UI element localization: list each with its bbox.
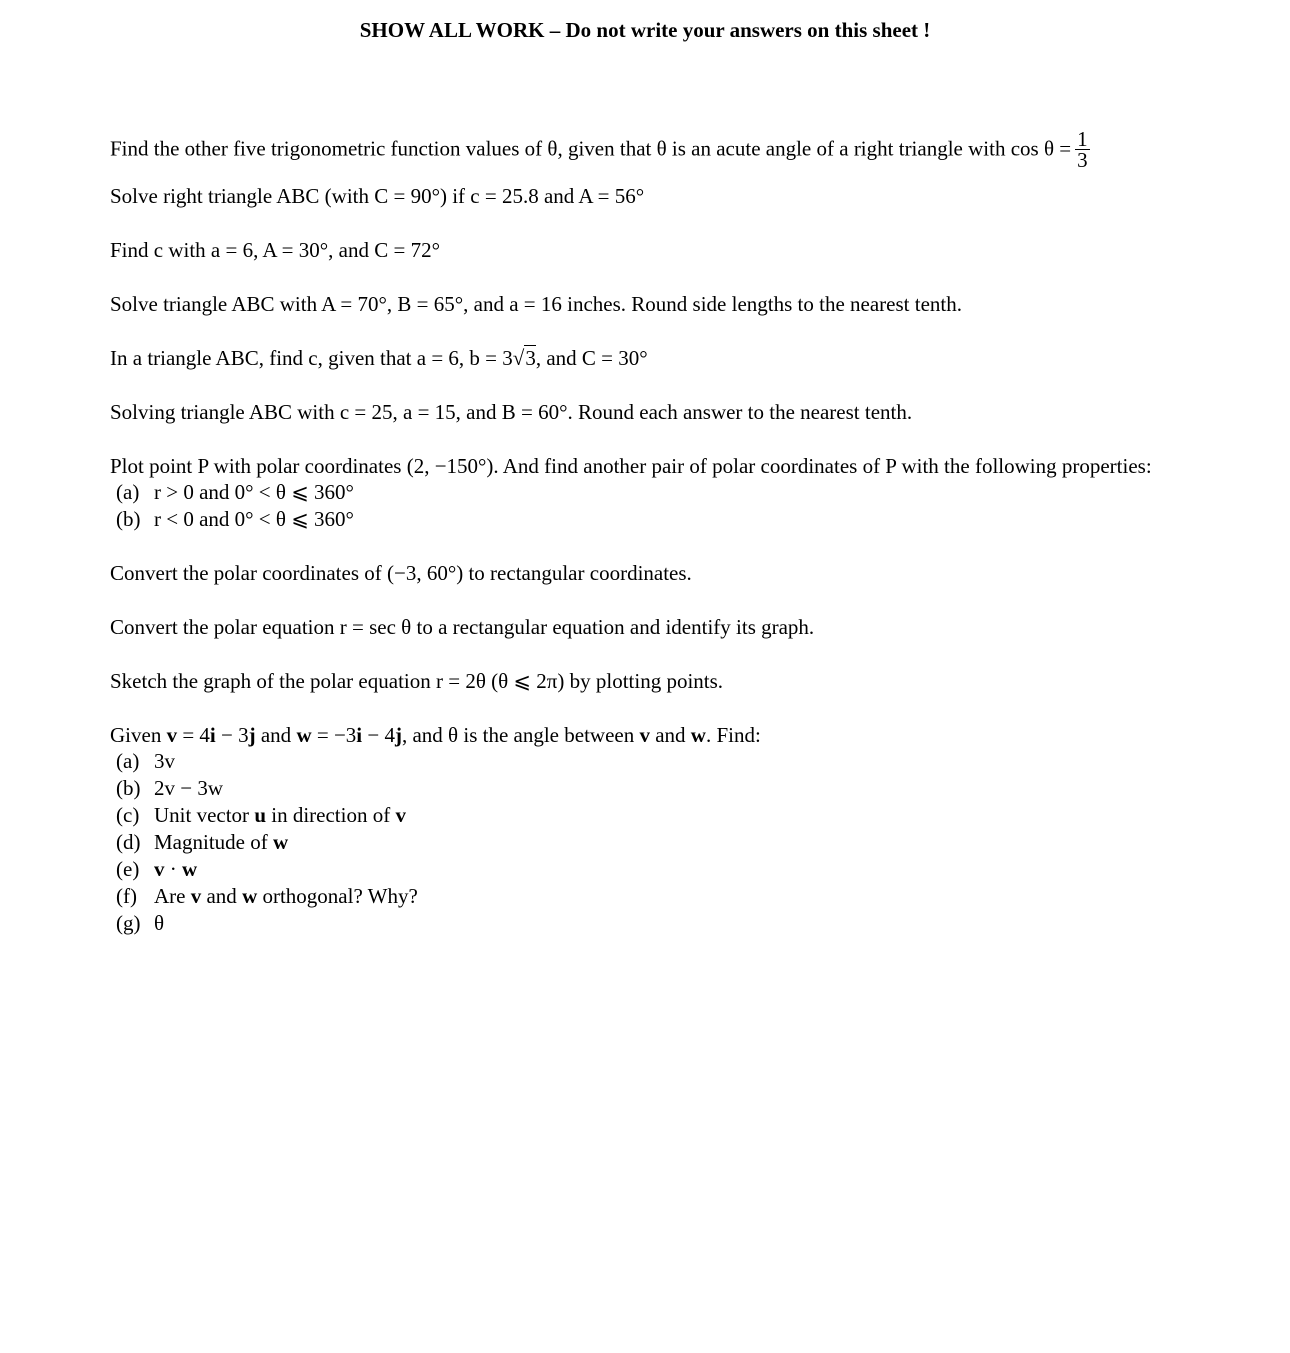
question-text: Convert the polar equation r = sec θ to a rectangular equation and identify its graph. [110,615,815,639]
subpart-text: Unit vector u in direction of v [154,803,406,827]
question-text [110,723,761,747]
vector-w: w [296,723,312,747]
subpart-label: (f) [116,884,137,908]
subpart-label: (d) [116,830,141,854]
subpart-text: Magnitude of w [154,830,289,854]
subpart-label: (g) [116,911,141,935]
question-text: Solving triangle ABC with c = 25, a = 15, and B = 60°. Round each answer to the nearest tenth. [110,400,913,424]
subpart-text: 2v − 3w [154,776,224,800]
question-text [110,346,648,370]
subpart-text: r > 0 and 0° < θ ⩽ 360° [154,480,354,504]
text-fragment: − 3 [215,723,249,747]
subpart-label: (e) [116,857,140,881]
subpart [116,749,175,773]
subpart [116,830,288,854]
fraction-numerator: 1 [1077,127,1088,151]
page-title: SHOW ALL WORK – Do not write your answers on this sheet ! [359,18,931,42]
vector-j: j [394,723,402,747]
subpart [116,803,406,827]
question-1-text: Find the other five trigonometric function values of θ, given that θ is an acute angle of a right triangle with cos θ = [110,136,1072,161]
subpart-label: (c) [116,803,140,827]
subpart-text: 3v [154,749,175,773]
subpart-label: (a) [116,749,140,773]
subpart [116,507,354,531]
radicand: 3 [525,346,536,370]
subpart-label: (b) [116,507,141,531]
question-text: Sketch the graph of the polar equation r = 2θ (θ ⩽ 2π) by plotting points. [110,669,724,693]
vector-j: j [248,723,256,747]
subpart [116,776,223,800]
fraction [1075,129,1090,170]
subpart-label: (b) [116,776,141,800]
subpart-text: θ [154,911,165,935]
subpart [116,911,164,935]
subpart-text: r < 0 and 0° < θ ⩽ 360° [154,507,354,531]
subpart-text: Are v and w orthogonal? Why? [154,884,418,908]
question-text: Find c with a = 6, A = 30°, and C = 72° [110,238,440,262]
subpart-text: v · w [154,857,198,881]
vector-w: w [690,723,706,747]
vector-i: i [356,723,363,747]
vector-i: i [209,723,216,747]
subpart [116,480,354,504]
text-fragment: and [255,723,297,747]
text-fragment: and [649,723,691,747]
subpart [116,884,418,908]
question-text: Convert the polar coordinates of (−3, 60°) to rectangular coordinates. [110,561,692,585]
question-text: Solve right triangle ABC (with C = 90°) if c = 25.8 and A = 56° [110,184,645,208]
fraction-denominator: 3 [1077,148,1088,172]
subpart-label: (a) [116,480,140,504]
text-fragment: . Find: [705,723,761,747]
text-fragment: − 4 [362,723,395,747]
text-fragment: Given [110,723,167,747]
vector-v: v [639,723,650,747]
text-fragment: , and θ is the angle between [401,723,640,747]
question-5-text-b: , and C = 30° [535,346,648,370]
text-fragment: = −3 [311,723,357,747]
question-text [110,127,1090,172]
subpart [116,857,197,881]
question-text: Plot point P with polar coordinates (2, −150°). And find another pair of polar coordinates of P with the following properties: [110,454,1152,478]
question-5-text-a: In a triangle ABC, find c, given that a = 6, b = 3√ [110,346,525,370]
question-text: Solve triangle ABC with A = 70°, B = 65°, and a = 16 inches. Round side lengths to the nearest tenth. [110,292,962,316]
vector-v: v [166,723,178,747]
text-fragment: = 4 [177,723,210,747]
